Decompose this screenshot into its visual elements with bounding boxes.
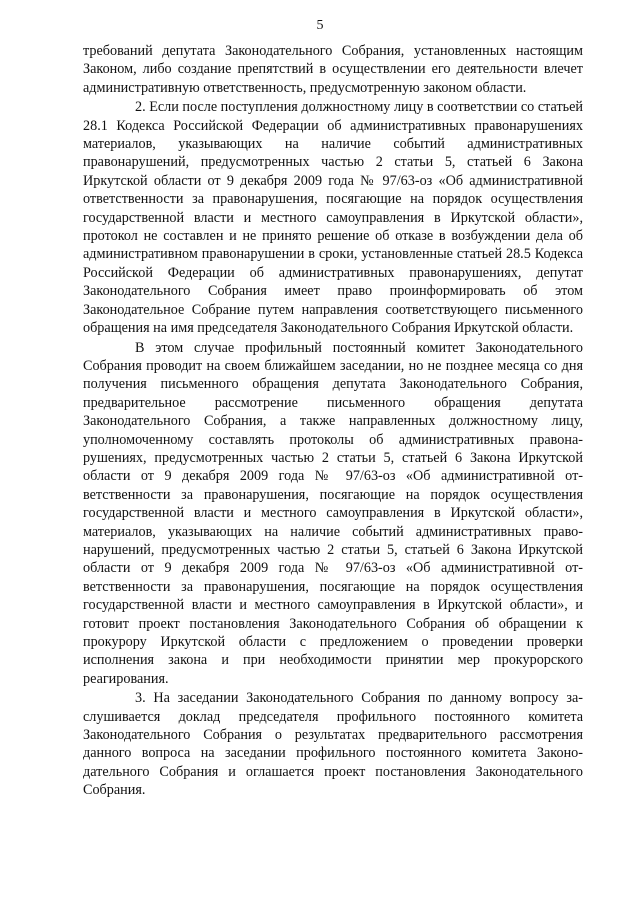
document-body xyxy=(83,42,583,801)
paragraph-clause-2: 2. Если после поступления должностному лицу в соответствии со статьей 28.1 Кодекса Российской Федерации об административных правонарушениях материалов, указывающих на наличие событий административных правонарушений, предусмотренных частью 2 статьи 5, статьей 6 Закона Иркутской области от 9 декабря 2009 года № 97/63-оз «Об административной ответственности за правонарушения, посягающие на порядок осуществления государственной власти и местного самоуправления в Иркутской области», протокол не составлен и не принято решение об отказе в возбуждении дела об административном правонарушении в сроки, установленные статьей 28.5 Кодекса Российской Федерации об административных правонарушениях, депутат Законодательного Собрания имеет право проинформировать об этом Законодательное Собрание путем направления соответствующего письменного обращения на имя председателя Законодательного Собрания Иркутской области. xyxy=(83,99,583,337)
paragraph-clause-3: 3. На заседании Законодательного Собрания по данному вопросу заслушивается доклад председателя профильного постоянного комитета Законодательного Собрания о результатах предварительного рассмотрения данного вопроса на заседании профильного постоянного комитета Законодательного Собрания и оглашается проект постановления Законодательного Собрания. xyxy=(83,690,583,799)
page-number: 5 xyxy=(316,18,324,33)
paragraph-committee-review: В этом случае профильный постоянный комитет Законодательного Собрания проводит на своем ближайшем заседании, но не позднее месяца со дня получения письменного обращения депутата Законодательного Собрания, предварительное рассмотрение письменного обращения депутата Законодательного Собрания, а также направленных должностному лицу, уполномоченному составлять протоколы об административных правонарушениях, предусмотренных частью 2 статьи 5, статьей 6 Закона Иркутской области от 9 декабря 2009 года № 97/63-оз «Об административной ответственности за правонарушения, посягающие на порядок осуществления государственной власти и местного самоуправления в Иркутской области», материалов, указывающих на наличие событий административных правонарушений, предусмотренных частью 2 статьи 5, статьей 6 Закона Иркутской области от 9 декабря 2009 года № 97/63-оз «Об административной ответственности за правонарушения, посягающие на порядок осуществления государственной власти и местного самоуправления в Иркутской области», и готовит проект постановления Законодательного Собрания об обращении к прокурору Иркутской области с предложением о проведении проверки исполнения закона и при необходимости принятии мер прокурорского реагирования. xyxy=(83,339,583,687)
paragraph-continuation: требований депутата Законодательного Собрания, установленных настоящим Законом, либо создание препятствий в осуществлении его деятельности влечет административную ответственность, предусмотренную законом области. xyxy=(83,43,583,96)
